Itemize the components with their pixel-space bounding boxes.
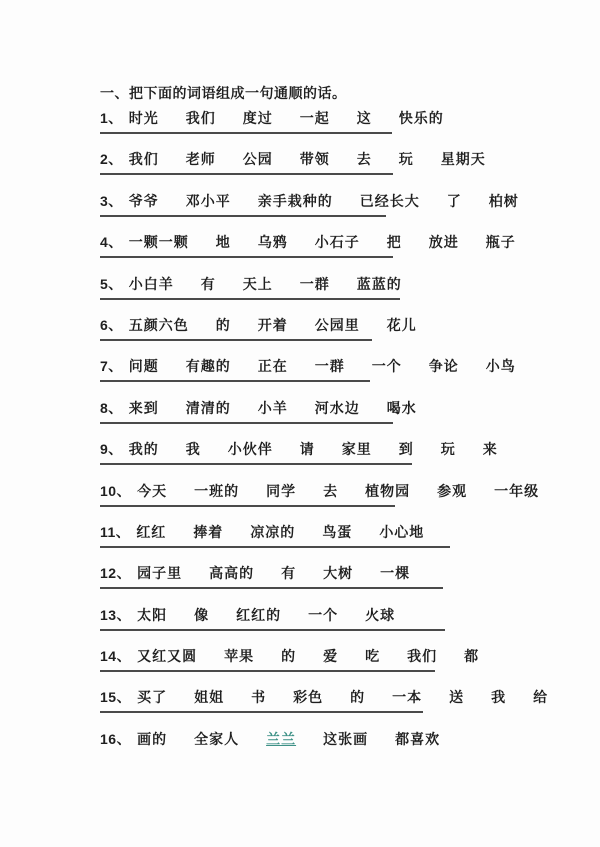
- word: 时光: [128, 110, 159, 126]
- word: 捧着: [193, 523, 224, 540]
- word: 快乐的: [398, 110, 444, 126]
- word: 红红: [136, 523, 167, 540]
- question-row: [100, 399, 540, 417]
- word: 一群: [299, 275, 330, 292]
- word: 一班的: [194, 482, 240, 499]
- word: 小羊: [257, 399, 288, 416]
- question-row: [100, 482, 540, 500]
- question-row: [100, 688, 549, 706]
- word: 五颜六色: [128, 316, 189, 333]
- question-number: 6、: [100, 316, 123, 333]
- word: 书: [251, 689, 267, 706]
- question-item: [100, 316, 540, 357]
- word: 的: [281, 648, 297, 665]
- question-number: 16、: [100, 730, 132, 747]
- word: 地: [215, 234, 231, 251]
- word: 来: [482, 441, 498, 458]
- word: 有: [281, 565, 297, 582]
- word: 邓小平: [185, 192, 231, 209]
- word: 都喜欢: [395, 730, 441, 747]
- question-item: [100, 688, 549, 729]
- word: 我们: [407, 648, 438, 665]
- word-list: [137, 647, 479, 665]
- question-number: 12、: [100, 565, 132, 582]
- word: 玩: [398, 151, 414, 168]
- question-item: [100, 482, 540, 523]
- word-list: [137, 730, 440, 748]
- word: 有趣的: [185, 358, 231, 375]
- word: 公园里: [314, 316, 360, 333]
- question-item: [100, 192, 540, 233]
- word: 一年级: [494, 482, 540, 499]
- answer-blank-line: [100, 339, 372, 341]
- word-list: [129, 440, 498, 458]
- word: 去: [356, 151, 372, 168]
- question-row: [100, 109, 540, 127]
- word: 一本: [392, 689, 423, 706]
- word: 带领: [299, 151, 330, 168]
- word: 来到: [128, 399, 159, 416]
- word: 开着: [257, 316, 288, 333]
- word: 已经长大: [359, 192, 420, 209]
- question-row: [100, 730, 540, 748]
- word: 瓶子: [485, 234, 516, 251]
- question-row: [100, 192, 540, 210]
- word: 把: [386, 234, 402, 251]
- word: 一颗一颗: [128, 234, 189, 251]
- word: 我的: [128, 441, 159, 458]
- answer-blank-line: [100, 670, 435, 672]
- question-item: [100, 357, 540, 398]
- question-number: 10、: [100, 482, 132, 499]
- question-row: [100, 357, 540, 375]
- question-number: 11、: [100, 523, 131, 540]
- question-item: [100, 606, 540, 647]
- question-list: [100, 109, 549, 771]
- word: 这: [356, 110, 372, 126]
- word: 我: [491, 689, 507, 706]
- word-list: [129, 316, 417, 334]
- question-item: [100, 440, 540, 481]
- word: 一起: [299, 110, 330, 126]
- word: 一群: [314, 358, 345, 375]
- word: 去: [323, 482, 339, 499]
- word: 的: [350, 689, 366, 706]
- answer-blank-line: [100, 298, 400, 300]
- word: 家里: [341, 441, 372, 458]
- question-item: [100, 233, 540, 274]
- word: 送: [449, 689, 465, 706]
- word: 公园: [242, 151, 273, 168]
- word: 鸟蛋: [322, 523, 353, 540]
- question-number: 8、: [100, 399, 123, 416]
- question-number: 4、: [100, 234, 123, 251]
- word: 吃: [365, 648, 381, 665]
- answer-blank-line: [100, 505, 395, 507]
- word: 这张画: [323, 730, 369, 747]
- word: 喝水: [386, 399, 417, 416]
- word: 爷爷: [128, 192, 159, 209]
- word: 参观: [437, 482, 468, 499]
- word: 蓝蓝的: [356, 275, 402, 292]
- word: 又红又圆: [137, 648, 198, 665]
- question-row: [100, 275, 540, 293]
- word: 一棵: [380, 565, 411, 582]
- question-row: [100, 440, 540, 458]
- word: 小鸟: [485, 358, 516, 375]
- word: 一个: [308, 606, 339, 623]
- question-item: [100, 109, 540, 150]
- word: 问题: [128, 358, 159, 375]
- answer-blank-line: [100, 587, 443, 589]
- word: 爱: [323, 648, 339, 665]
- word: 柏树: [488, 192, 519, 209]
- word-list: [137, 482, 539, 500]
- word: 请: [299, 441, 315, 458]
- word-list: [129, 357, 516, 375]
- word: 度过: [242, 110, 273, 126]
- word: 玩: [440, 441, 456, 458]
- word-list: [129, 233, 516, 251]
- question-item: [100, 647, 540, 688]
- word: 小伙伴: [227, 441, 273, 458]
- word: 了: [446, 192, 462, 209]
- word-list: [129, 150, 486, 168]
- word: 放进: [428, 234, 459, 251]
- question-number: 5、: [100, 275, 123, 292]
- word: 到: [398, 441, 414, 458]
- word: 天上: [242, 275, 273, 292]
- word: 大树: [323, 565, 354, 582]
- question-item: [100, 399, 540, 440]
- question-row: [100, 150, 540, 168]
- word-list: [137, 606, 395, 624]
- question-row: [100, 316, 540, 334]
- answer-blank-line: [100, 422, 393, 424]
- word: 我: [185, 441, 201, 458]
- answer-blank-line: [100, 215, 386, 217]
- word-list: [129, 192, 519, 210]
- word-list: [129, 109, 444, 127]
- word: 有: [200, 275, 216, 292]
- question-row: [100, 606, 540, 624]
- word: 老师: [185, 151, 216, 168]
- question-row: [100, 647, 540, 665]
- word-list: [137, 688, 548, 706]
- word: 园子里: [137, 565, 183, 582]
- word: 植物园: [365, 482, 411, 499]
- word-list: [137, 564, 410, 582]
- word-list: [129, 275, 402, 293]
- word: 高高的: [209, 565, 255, 582]
- answer-blank-line: [100, 711, 423, 713]
- word: 我们: [185, 110, 216, 126]
- question-item: [100, 564, 540, 605]
- word: 星期天: [440, 151, 486, 168]
- word: 画的: [137, 730, 168, 747]
- question-item: [100, 150, 540, 191]
- answer-blank-line: [100, 463, 412, 465]
- word: 小心地: [379, 523, 425, 540]
- word: 像: [194, 606, 210, 623]
- question-number: 3、: [100, 192, 123, 209]
- word: 乌鸦: [257, 234, 288, 251]
- word-list: [129, 399, 417, 417]
- question-row: [100, 564, 540, 582]
- word: 争论: [428, 358, 459, 375]
- word: 今天: [137, 482, 168, 499]
- word: 花儿: [386, 316, 417, 333]
- question-item: [100, 730, 540, 771]
- question-number: 14、: [100, 648, 132, 665]
- answer-blank-line: [100, 256, 393, 258]
- word: 买了: [137, 689, 168, 706]
- answer-blank-line: [100, 629, 445, 631]
- word: 苹果: [224, 648, 255, 665]
- word: 火球: [365, 606, 396, 623]
- question-item: [100, 275, 540, 316]
- word: 小石子: [314, 234, 360, 251]
- word: 一个: [371, 358, 402, 375]
- word: 太阳: [137, 606, 168, 623]
- question-row: [100, 523, 540, 541]
- question-number: 2、: [100, 151, 123, 168]
- word: 姐姐: [194, 689, 225, 706]
- question-item: [100, 523, 540, 564]
- word: 全家人: [194, 730, 240, 747]
- answer-blank-line: [100, 380, 370, 382]
- question-number: 9、: [100, 441, 123, 458]
- question-number: 15、: [100, 689, 132, 706]
- question-row: [100, 233, 540, 251]
- word: 红红的: [236, 606, 282, 623]
- question-number: 7、: [100, 358, 123, 375]
- word: 彩色: [293, 689, 324, 706]
- word: 小白羊: [128, 275, 174, 292]
- word: 凉凉的: [250, 523, 296, 540]
- word: 正在: [257, 358, 288, 375]
- word: 同学: [266, 482, 297, 499]
- worksheet-content: [100, 84, 549, 771]
- word: 我们: [128, 151, 159, 168]
- question-number: 1、: [100, 110, 123, 126]
- answer-blank-line: [100, 173, 393, 175]
- word: 河水边: [314, 399, 360, 416]
- highlighted-word: 兰兰: [266, 730, 297, 747]
- word: 给: [533, 689, 549, 706]
- worksheet-title: 一、把下面的词语组成一句通顺的话。: [100, 85, 347, 101]
- answer-blank-line: [100, 546, 450, 548]
- word: 的: [215, 316, 231, 333]
- word: 都: [464, 648, 480, 665]
- question-number: 13、: [100, 606, 132, 623]
- word: 清清的: [185, 399, 231, 416]
- answer-blank-line: [100, 132, 392, 134]
- word-list: [136, 523, 424, 541]
- word: 亲手栽种的: [257, 192, 333, 209]
